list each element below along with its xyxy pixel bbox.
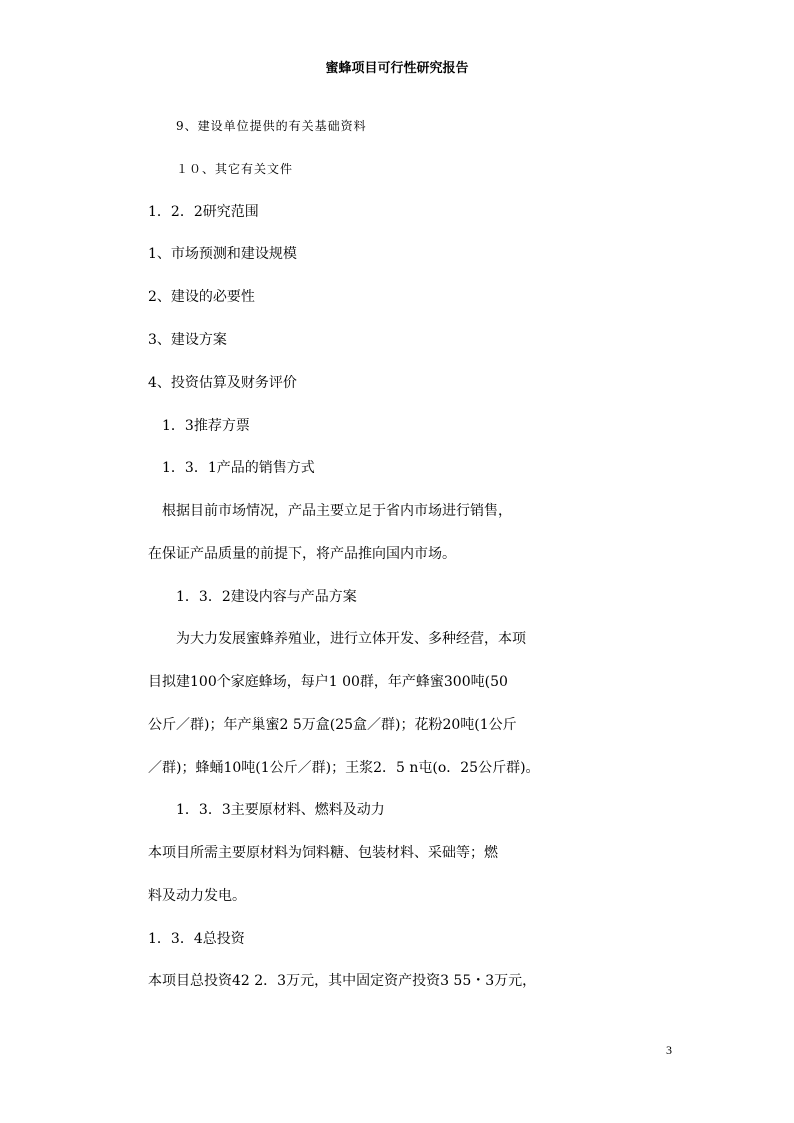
paragraph-line-5: 公斤／群)；年产巢蜜2 5万盒(25盒／群)；花粉20吨(1公斤 [148, 717, 517, 733]
section-heading-1-3-4: 1．3．4总投资 [148, 931, 245, 947]
text-line-2: １０、其它有关文件 [176, 162, 294, 176]
page-header-title: 蜜蜂项目可行性研究报告 [325, 61, 469, 76]
section-heading-1-3: 1．3推荐方票 [162, 418, 250, 434]
list-item-4: 4、投资估算及财务评价 [148, 375, 297, 391]
list-item-1: 1、市场预测和建设规模 [148, 246, 297, 262]
section-heading-1-3-3: 1．3．3主要原材料、燃料及动力 [176, 802, 385, 818]
paragraph-line-6: ／群)；蜂蛹10吨(1公斤／群)；王浆2．5 n屯(o．25公斤群)。 [148, 760, 540, 776]
paragraph-line-9: 本项目总投资42 2．3万元，其中固定资产投资3 55・3万元， [148, 973, 537, 989]
paragraph-line-2: 在保证产品质量的前提下，将产品推向国内市场。 [148, 546, 456, 562]
text-line-1: 9、建设单位提供的有关基础资料 [176, 119, 367, 133]
page-number: 3 [666, 1043, 672, 1057]
paragraph-line-7: 本项目所需主要原材料为饲料糖、包装材料、采础等；燃 [148, 845, 498, 861]
paragraph-line-8: 料及动力发电。 [148, 888, 246, 904]
section-heading-1-3-2: 1．3．2建设内容与产品方案 [176, 589, 357, 605]
section-heading-1-3-1: 1．3．1产品的销售方式 [162, 460, 315, 476]
paragraph-line-4: 目拟建100个家庭蜂场，每户1 00群，年产蜂蜜300吨(50 [148, 674, 508, 690]
list-item-2: 2、建设的必要性 [148, 289, 255, 305]
paragraph-line-3: 为大力发展蜜蜂养殖业，进行立体开发、多种经营，本项 [176, 631, 526, 647]
paragraph-line-1: 根据目前市场情况，产品主要立足于省内市场进行销售， [162, 503, 512, 519]
list-item-3: 3、建设方案 [148, 332, 227, 348]
section-heading-1-2-2: 1．2．2研究范围 [148, 204, 259, 220]
